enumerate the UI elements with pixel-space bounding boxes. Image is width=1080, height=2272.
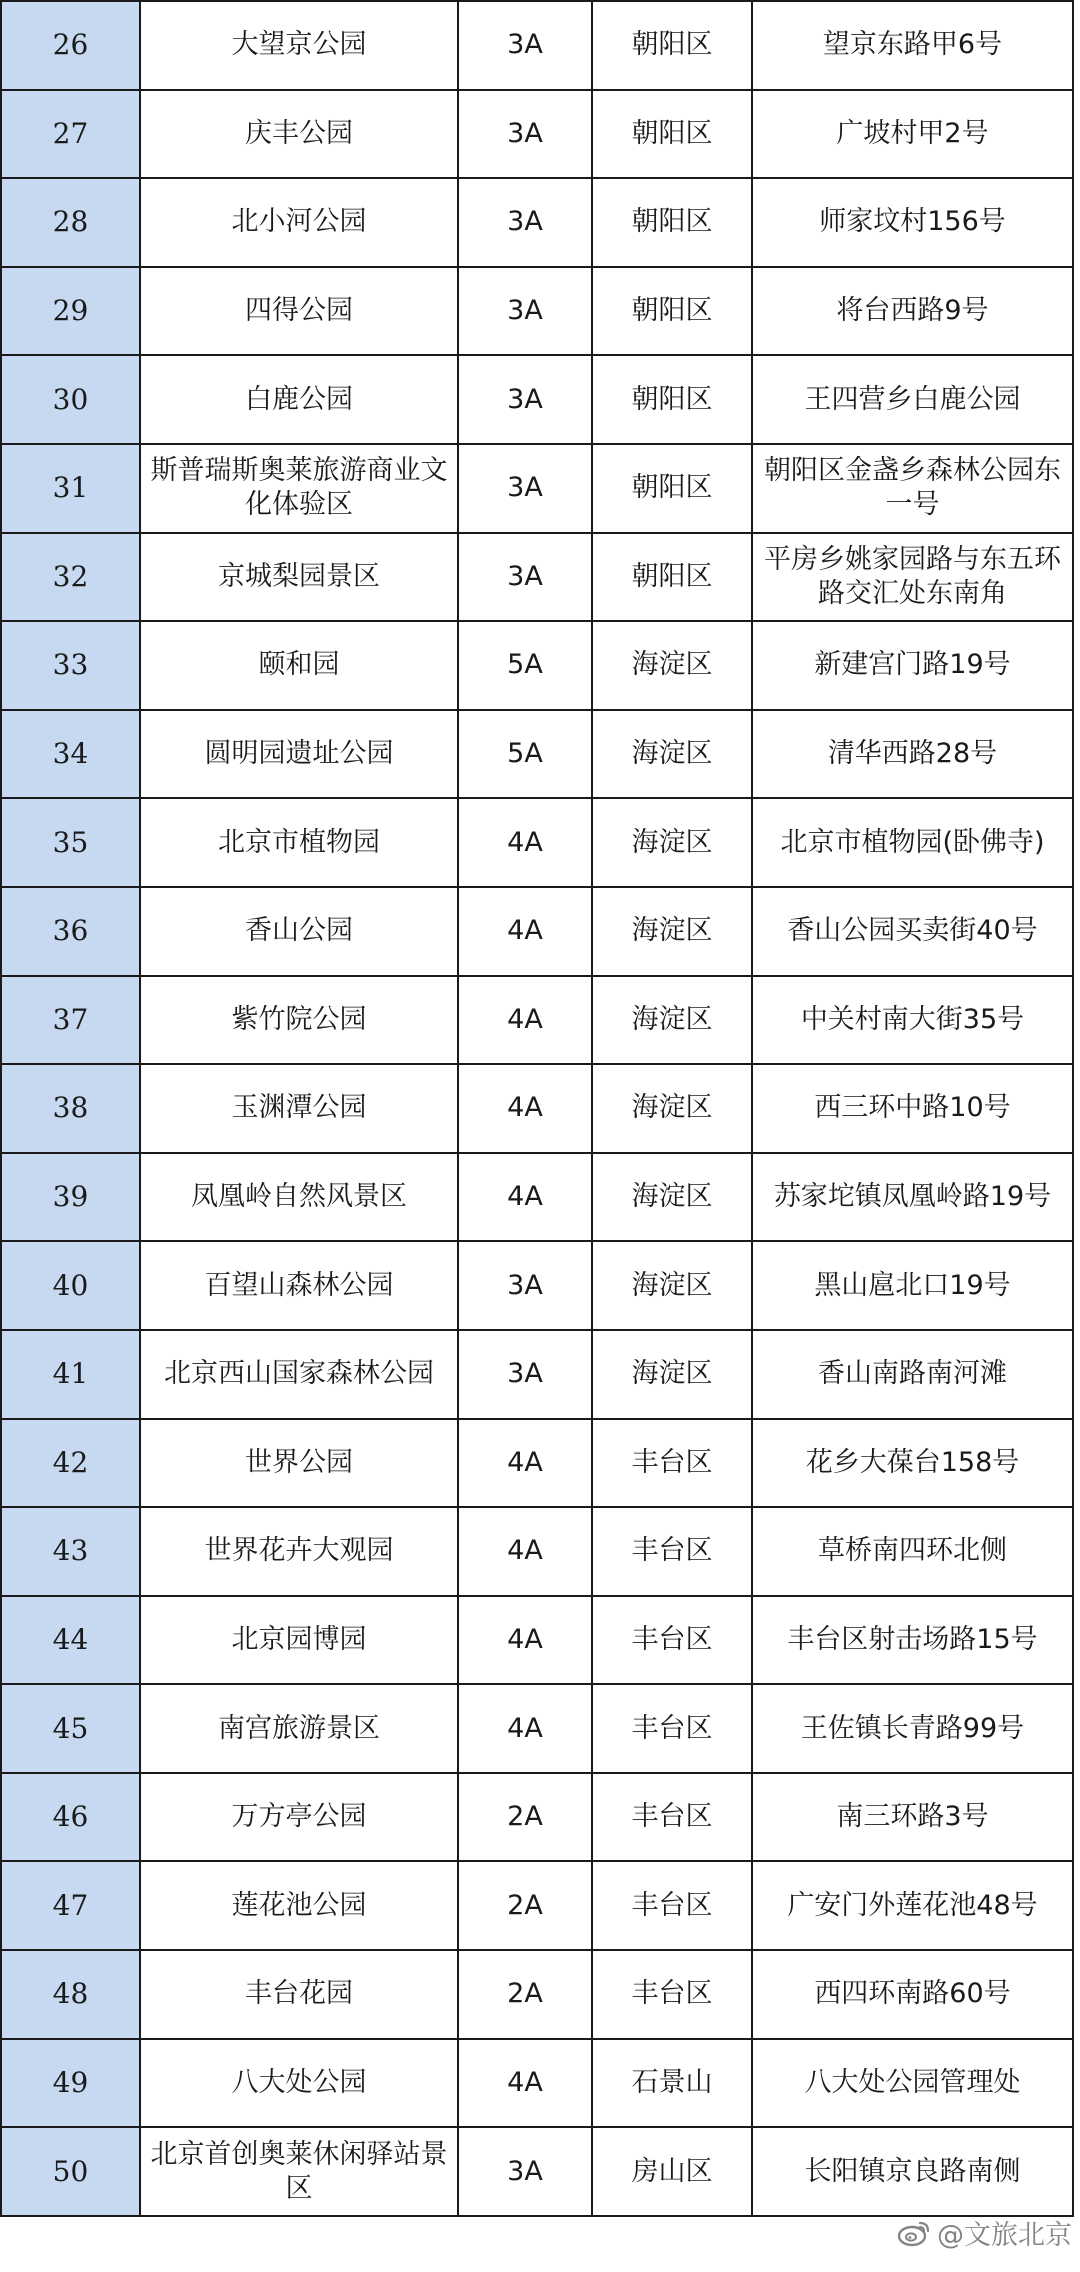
scenic-spot-level: 3A [458,533,592,622]
table-row [1,1950,1073,2039]
scenic-spot-table-body [1,1,1073,2216]
scenic-spot-level: 4A [458,1153,592,1242]
scenic-spot-district: 朝阳区 [592,355,752,444]
table-row [1,1596,1073,1685]
row-number: 44 [1,1596,140,1685]
scenic-spot-level: 2A [458,1950,592,2039]
scenic-spot-level: 3A [458,444,592,533]
row-number: 50 [1,2127,140,2216]
scenic-spot-level: 4A [458,1507,592,1596]
table-row [1,1861,1073,1950]
scenic-spot-address: 朝阳区金盏乡森林公园东一号 [752,444,1073,533]
row-number: 34 [1,710,140,799]
scenic-spot-district: 海淀区 [592,798,752,887]
row-number: 36 [1,887,140,976]
table-row [1,1684,1073,1773]
scenic-spot-level: 4A [458,2039,592,2128]
scenic-spot-level: 5A [458,710,592,799]
scenic-spot-address: 西四环南路60号 [752,1950,1073,2039]
row-number: 47 [1,1861,140,1950]
scenic-spot-address: 望京东路甲6号 [752,1,1073,90]
row-number: 31 [1,444,140,533]
scenic-spot-name: 万方亭公园 [140,1773,458,1862]
scenic-spot-level: 3A [458,178,592,267]
table-row [1,976,1073,1065]
table-row [1,2127,1073,2216]
scenic-spot-district: 丰台区 [592,1950,752,2039]
scenic-spot-name: 北京西山国家森林公园 [140,1330,458,1419]
row-number: 48 [1,1950,140,2039]
scenic-spot-name: 凤凰岭自然风景区 [140,1153,458,1242]
table-row [1,1064,1073,1153]
row-number: 43 [1,1507,140,1596]
scenic-spot-district: 海淀区 [592,1064,752,1153]
scenic-spot-district: 丰台区 [592,1507,752,1596]
scenic-spot-address: 南三环路3号 [752,1773,1073,1862]
scenic-spot-address: 香山公园买卖街40号 [752,887,1073,976]
scenic-spot-address: 新建宫门路19号 [752,621,1073,710]
scenic-spot-level: 4A [458,1064,592,1153]
scenic-spot-name: 白鹿公园 [140,355,458,444]
scenic-spot-address: 王四营乡白鹿公园 [752,355,1073,444]
scenic-spot-name: 大望京公园 [140,1,458,90]
scenic-spot-name: 百望山森林公园 [140,1241,458,1330]
scenic-spot-name: 丰台花园 [140,1950,458,2039]
scenic-spot-name: 世界公园 [140,1419,458,1508]
scenic-spot-district: 朝阳区 [592,1,752,90]
scenic-spot-name: 圆明园遗址公园 [140,710,458,799]
row-number: 35 [1,798,140,887]
scenic-spot-address: 西三环中路10号 [752,1064,1073,1153]
scenic-spot-name: 世界花卉大观园 [140,1507,458,1596]
weibo-icon [897,2219,931,2247]
scenic-spot-address: 香山南路南河滩 [752,1330,1073,1419]
scenic-spot-level: 3A [458,1,592,90]
scenic-spot-district: 海淀区 [592,887,752,976]
scenic-spot-level: 4A [458,976,592,1065]
scenic-spot-address: 师家坟村156号 [752,178,1073,267]
scenic-spot-name: 颐和园 [140,621,458,710]
table-row [1,444,1073,533]
row-number: 45 [1,1684,140,1773]
scenic-spot-level: 3A [458,1241,592,1330]
scenic-spot-district: 朝阳区 [592,533,752,622]
scenic-spot-level: 4A [458,1419,592,1508]
scenic-spot-address: 广坡村甲2号 [752,90,1073,179]
scenic-spot-name: 北小河公园 [140,178,458,267]
scenic-spot-address: 长阳镇京良路南侧 [752,2127,1073,2216]
table-row [1,710,1073,799]
scenic-spot-name: 香山公园 [140,887,458,976]
scenic-spot-address: 苏家坨镇凤凰岭路19号 [752,1153,1073,1242]
row-number: 39 [1,1153,140,1242]
row-number: 33 [1,621,140,710]
scenic-spot-district: 朝阳区 [592,90,752,179]
table-row [1,1773,1073,1862]
table-row [1,1507,1073,1596]
row-number: 37 [1,976,140,1065]
scenic-spot-name: 庆丰公园 [140,90,458,179]
scenic-spot-address: 清华西路28号 [752,710,1073,799]
table-row [1,355,1073,444]
scenic-spot-address: 中关村南大街35号 [752,976,1073,1065]
row-number: 38 [1,1064,140,1153]
scenic-spot-district: 朝阳区 [592,178,752,267]
table-row [1,1419,1073,1508]
scenic-spot-district: 丰台区 [592,1684,752,1773]
watermark [897,2213,1072,2252]
scenic-spot-name: 玉渊潭公园 [140,1064,458,1153]
table-row [1,1330,1073,1419]
table-row [1,1241,1073,1330]
scenic-spot-level: 3A [458,1330,592,1419]
scenic-spot-name: 四得公园 [140,267,458,356]
table-row [1,1,1073,90]
table-row [1,2039,1073,2128]
row-number: 42 [1,1419,140,1508]
scenic-spot-level: 2A [458,1773,592,1862]
scenic-spot-name: 北京园博园 [140,1596,458,1685]
scenic-spot-level: 4A [458,887,592,976]
scenic-spot-district: 丰台区 [592,1419,752,1508]
scenic-spot-name: 南宫旅游景区 [140,1684,458,1773]
row-number: 40 [1,1241,140,1330]
row-number: 49 [1,2039,140,2128]
scenic-spot-address: 花乡大葆台158号 [752,1419,1073,1508]
scenic-spot-level: 5A [458,621,592,710]
table-row [1,798,1073,887]
table-row [1,1153,1073,1242]
row-number: 27 [1,90,140,179]
row-number: 29 [1,267,140,356]
row-number: 41 [1,1330,140,1419]
scenic-spot-address: 北京市植物园(卧佛寺) [752,798,1073,887]
scenic-spot-name: 京城梨园景区 [140,533,458,622]
row-number: 26 [1,1,140,90]
scenic-spot-level: 4A [458,1684,592,1773]
scenic-spot-district: 丰台区 [592,1861,752,1950]
row-number: 46 [1,1773,140,1862]
scenic-spot-district: 海淀区 [592,621,752,710]
scenic-spot-level: 3A [458,267,592,356]
table-row [1,621,1073,710]
scenic-spot-address: 黑山扈北口19号 [752,1241,1073,1330]
scenic-spot-address: 王佐镇长青路99号 [752,1684,1073,1773]
scenic-spot-level: 2A [458,1861,592,1950]
table-row [1,887,1073,976]
table-row [1,267,1073,356]
scenic-spot-name: 北京首创奥莱休闲驿站景区 [140,2127,458,2216]
scenic-spot-district: 丰台区 [592,1596,752,1685]
scenic-spot-level: 4A [458,798,592,887]
scenic-spot-name: 斯普瑞斯奥莱旅游商业文化体验区 [140,444,458,533]
scenic-spot-district: 海淀区 [592,1330,752,1419]
scenic-spot-level: 3A [458,355,592,444]
table-row [1,178,1073,267]
table-row [1,90,1073,179]
scenic-spot-district: 石景山 [592,2039,752,2128]
scenic-spot-address: 广安门外莲花池48号 [752,1861,1073,1950]
scenic-spot-district: 海淀区 [592,976,752,1065]
scenic-spot-level: 3A [458,2127,592,2216]
row-number: 28 [1,178,140,267]
scenic-spot-district: 朝阳区 [592,267,752,356]
row-number: 32 [1,533,140,622]
scenic-spot-level: 3A [458,90,592,179]
scenic-spot-address: 丰台区射击场路15号 [752,1596,1073,1685]
scenic-spot-address: 八大处公园管理处 [752,2039,1073,2128]
scenic-spot-name: 莲花池公园 [140,1861,458,1950]
scenic-spot-level: 4A [458,1596,592,1685]
scenic-spot-address: 平房乡姚家园路与东五环路交汇处东南角 [752,533,1073,622]
scenic-spot-district: 海淀区 [592,1153,752,1242]
scenic-spot-district: 海淀区 [592,710,752,799]
scenic-spot-address: 草桥南四环北侧 [752,1507,1073,1596]
table-row [1,533,1073,622]
scenic-spot-district: 房山区 [592,2127,752,2216]
scenic-spot-district: 丰台区 [592,1773,752,1862]
scenic-spot-address: 将台西路9号 [752,267,1073,356]
scenic-spot-district: 朝阳区 [592,444,752,533]
scenic-spot-name: 八大处公园 [140,2039,458,2128]
watermark-text: @文旅北京 [937,2220,1072,2251]
row-number: 30 [1,355,140,444]
scenic-spot-district: 海淀区 [592,1241,752,1330]
scenic-spot-name: 紫竹院公园 [140,976,458,1065]
scenic-spot-name: 北京市植物园 [140,798,458,887]
